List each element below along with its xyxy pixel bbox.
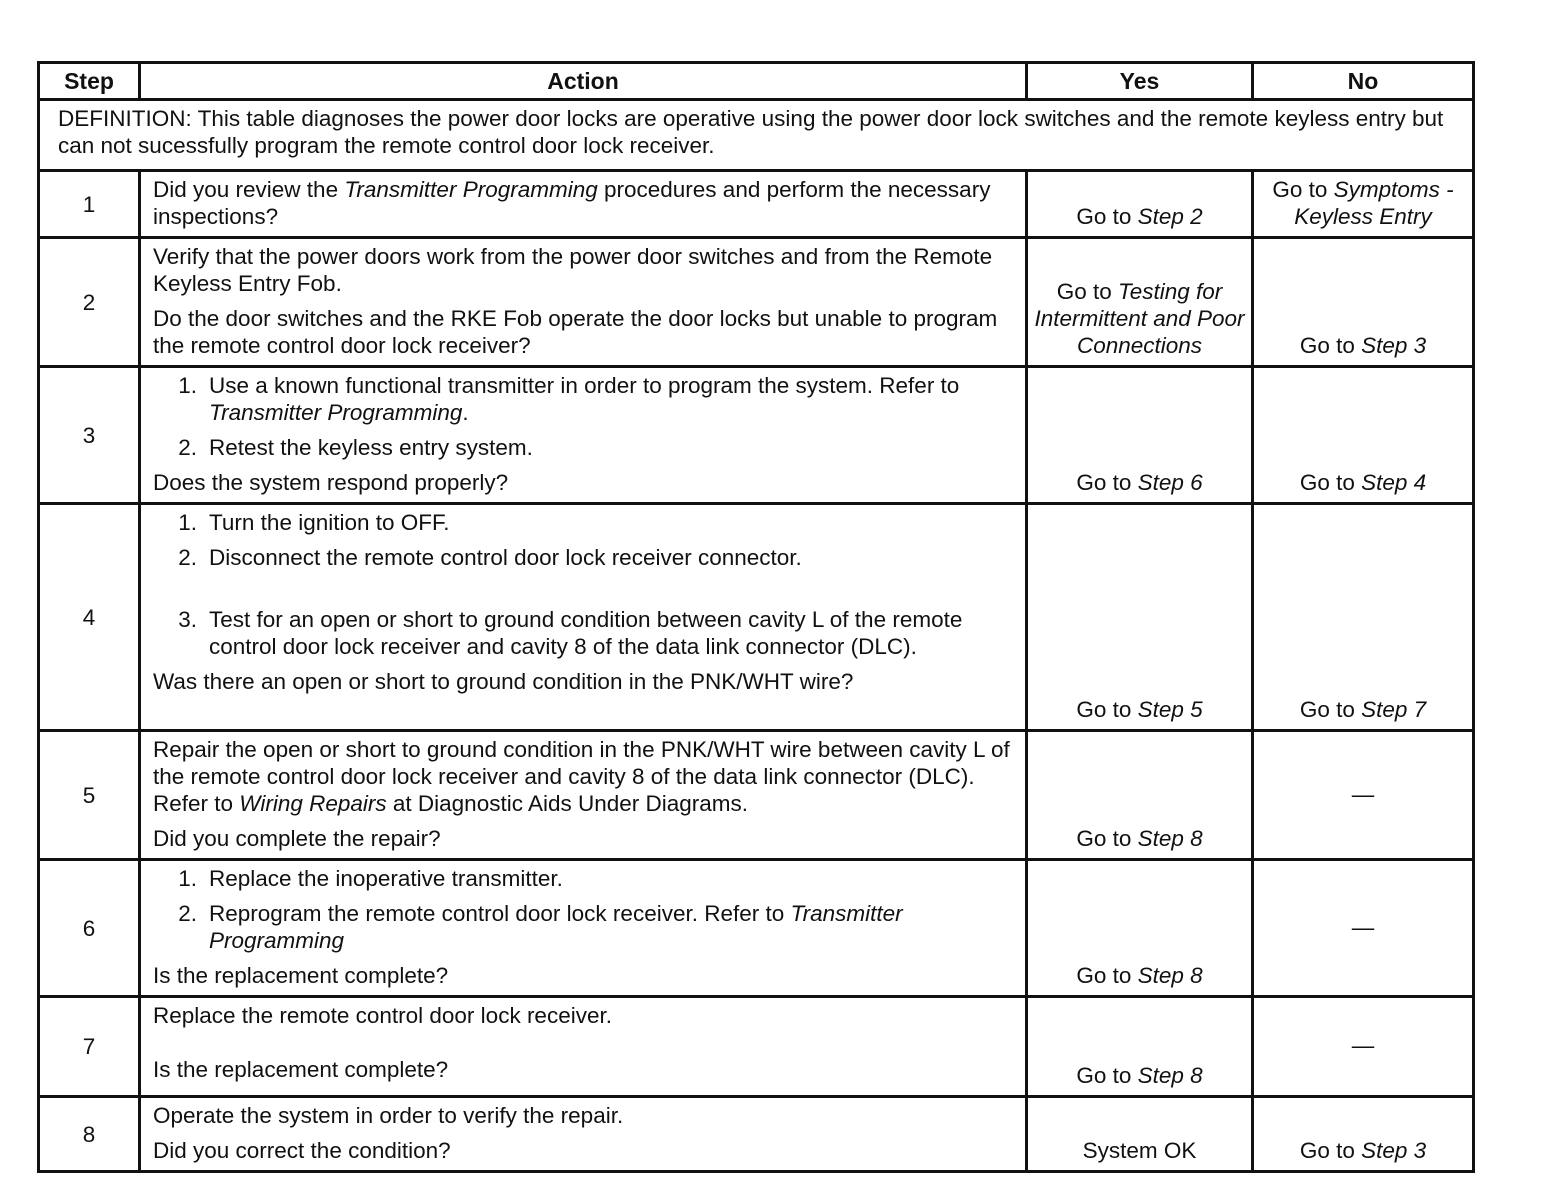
table-row	[39, 504, 1474, 731]
yes-target: Step 8	[1137, 963, 1203, 988]
list-item: 2. Retest the keyless entry system.	[178, 435, 533, 460]
action-cell	[140, 731, 1027, 860]
no-cell: Go to Step 7	[1253, 504, 1474, 731]
yes-target: Testing for Intermittent and Poor Connections	[1034, 279, 1245, 358]
yes-cell: Go to Testing for Intermittent and Poor Connections	[1027, 238, 1253, 367]
action-text: Verify that the power doors work from the power door switches and from the Remote Keyless Entry Fob.	[153, 244, 993, 296]
no-target: Step 3	[1361, 333, 1427, 358]
list-item: 1. Turn the ignition to OFF.	[178, 510, 450, 535]
list-item: 2. Reprogram the remote control door lock receiver. Refer to Transmitter Programming	[178, 901, 903, 953]
yes-target: Step 6	[1137, 470, 1203, 495]
yes-cell: Go to Step 2	[1027, 171, 1253, 238]
header-action: Action	[140, 63, 1027, 100]
list-item: 1. Use a known functional transmitter in order to program the system. Refer to Transmitter Programming.	[178, 373, 960, 425]
step-number: 3	[39, 367, 140, 504]
step-number: 2	[39, 238, 140, 367]
no-target: Step 3	[1361, 1138, 1427, 1163]
yes-target: Step 8	[1137, 1063, 1203, 1088]
action-question: Was there an open or short to ground condition in the PNK/WHT wire?	[153, 669, 854, 694]
no-target: Symptoms - Keyless Entry	[1294, 177, 1454, 229]
diagnostic-table	[37, 61, 1475, 1173]
table-row	[39, 171, 1474, 238]
no-cell: Go to Step 4	[1253, 367, 1474, 504]
yes-cell: System OK	[1027, 1097, 1253, 1172]
action-question: Did you complete the repair?	[153, 826, 441, 851]
list-item: 3. Test for an open or short to ground condition between cavity L of the remote control door lock receiver and cavity 8 of the data link connector (DLC).	[178, 607, 963, 659]
action-cell	[140, 171, 1027, 238]
action-text: Repair the open or short to ground condition in the PNK/WHT wire between cavity L of the remote control door lock receiver and cavity 8 of the data link connector (DLC). Refer to Wiring Repairs at Diagnostic Aids Under Diagrams.	[153, 737, 1010, 816]
yes-cell: Go to Step 5	[1027, 504, 1253, 731]
yes-cell: Go to Step 8	[1027, 997, 1253, 1097]
yes-cell: Go to Step 8	[1027, 731, 1253, 860]
table-row	[39, 367, 1474, 504]
action-text: Operate the system in order to verify the repair.	[153, 1103, 624, 1128]
table-row	[39, 731, 1474, 860]
header-step: Step	[39, 63, 140, 100]
action-question: Did you review the Transmitter Programming procedures and perform the necessary inspections?	[153, 177, 991, 229]
action-cell	[140, 1097, 1027, 1172]
action-question: Is the replacement complete?	[153, 963, 449, 988]
action-cell	[140, 997, 1027, 1097]
table-row	[39, 238, 1474, 367]
header-row	[39, 63, 1474, 100]
header-yes: Yes	[1027, 63, 1253, 100]
action-question: Does the system respond properly?	[153, 470, 509, 495]
action-cell	[140, 367, 1027, 504]
step-number: 8	[39, 1097, 140, 1172]
action-cell	[140, 504, 1027, 731]
step-number: 5	[39, 731, 140, 860]
table-row	[39, 860, 1474, 997]
yes-target: Step 2	[1137, 204, 1203, 229]
step-number: 6	[39, 860, 140, 997]
action-question: Did you correct the condition?	[153, 1138, 451, 1163]
list-item: 2. Disconnect the remote control door lock receiver connector.	[178, 545, 802, 570]
definition-text: DEFINITION: This table diagnoses the power door locks are operative using the power door lock switches and the remote keyless entry but can not sucessfully program the remote control door lock receiver.	[39, 100, 1474, 171]
action-question: Is the replacement complete?	[153, 1057, 449, 1082]
table-row	[39, 1097, 1474, 1172]
no-cell: —	[1253, 731, 1474, 860]
action-cell	[140, 860, 1027, 997]
no-target: Step 4	[1361, 470, 1427, 495]
definition-row	[39, 100, 1474, 171]
step-number: 1	[39, 171, 140, 238]
action-question: Do the door switches and the RKE Fob operate the door locks but unable to program the remote control door lock receiver?	[153, 306, 998, 358]
action-cell	[140, 238, 1027, 367]
yes-target: Step 5	[1137, 697, 1203, 722]
table-row	[39, 997, 1474, 1097]
no-target: Step 7	[1361, 697, 1427, 722]
yes-cell: Go to Step 6	[1027, 367, 1253, 504]
yes-cell: Go to Step 8	[1027, 860, 1253, 997]
no-cell: —	[1253, 860, 1474, 997]
header-no: No	[1253, 63, 1474, 100]
step-number: 4	[39, 504, 140, 731]
no-cell: Go to Symptoms - Keyless Entry	[1253, 171, 1474, 238]
no-cell: Go to Step 3	[1253, 238, 1474, 367]
action-text: Replace the remote control door lock receiver.	[153, 1003, 612, 1028]
no-cell: Go to Step 3	[1253, 1097, 1474, 1172]
step-number: 7	[39, 997, 140, 1097]
yes-target: Step 8	[1137, 826, 1203, 851]
list-item: 1. Replace the inoperative transmitter.	[178, 866, 563, 891]
no-cell: —	[1253, 997, 1474, 1097]
